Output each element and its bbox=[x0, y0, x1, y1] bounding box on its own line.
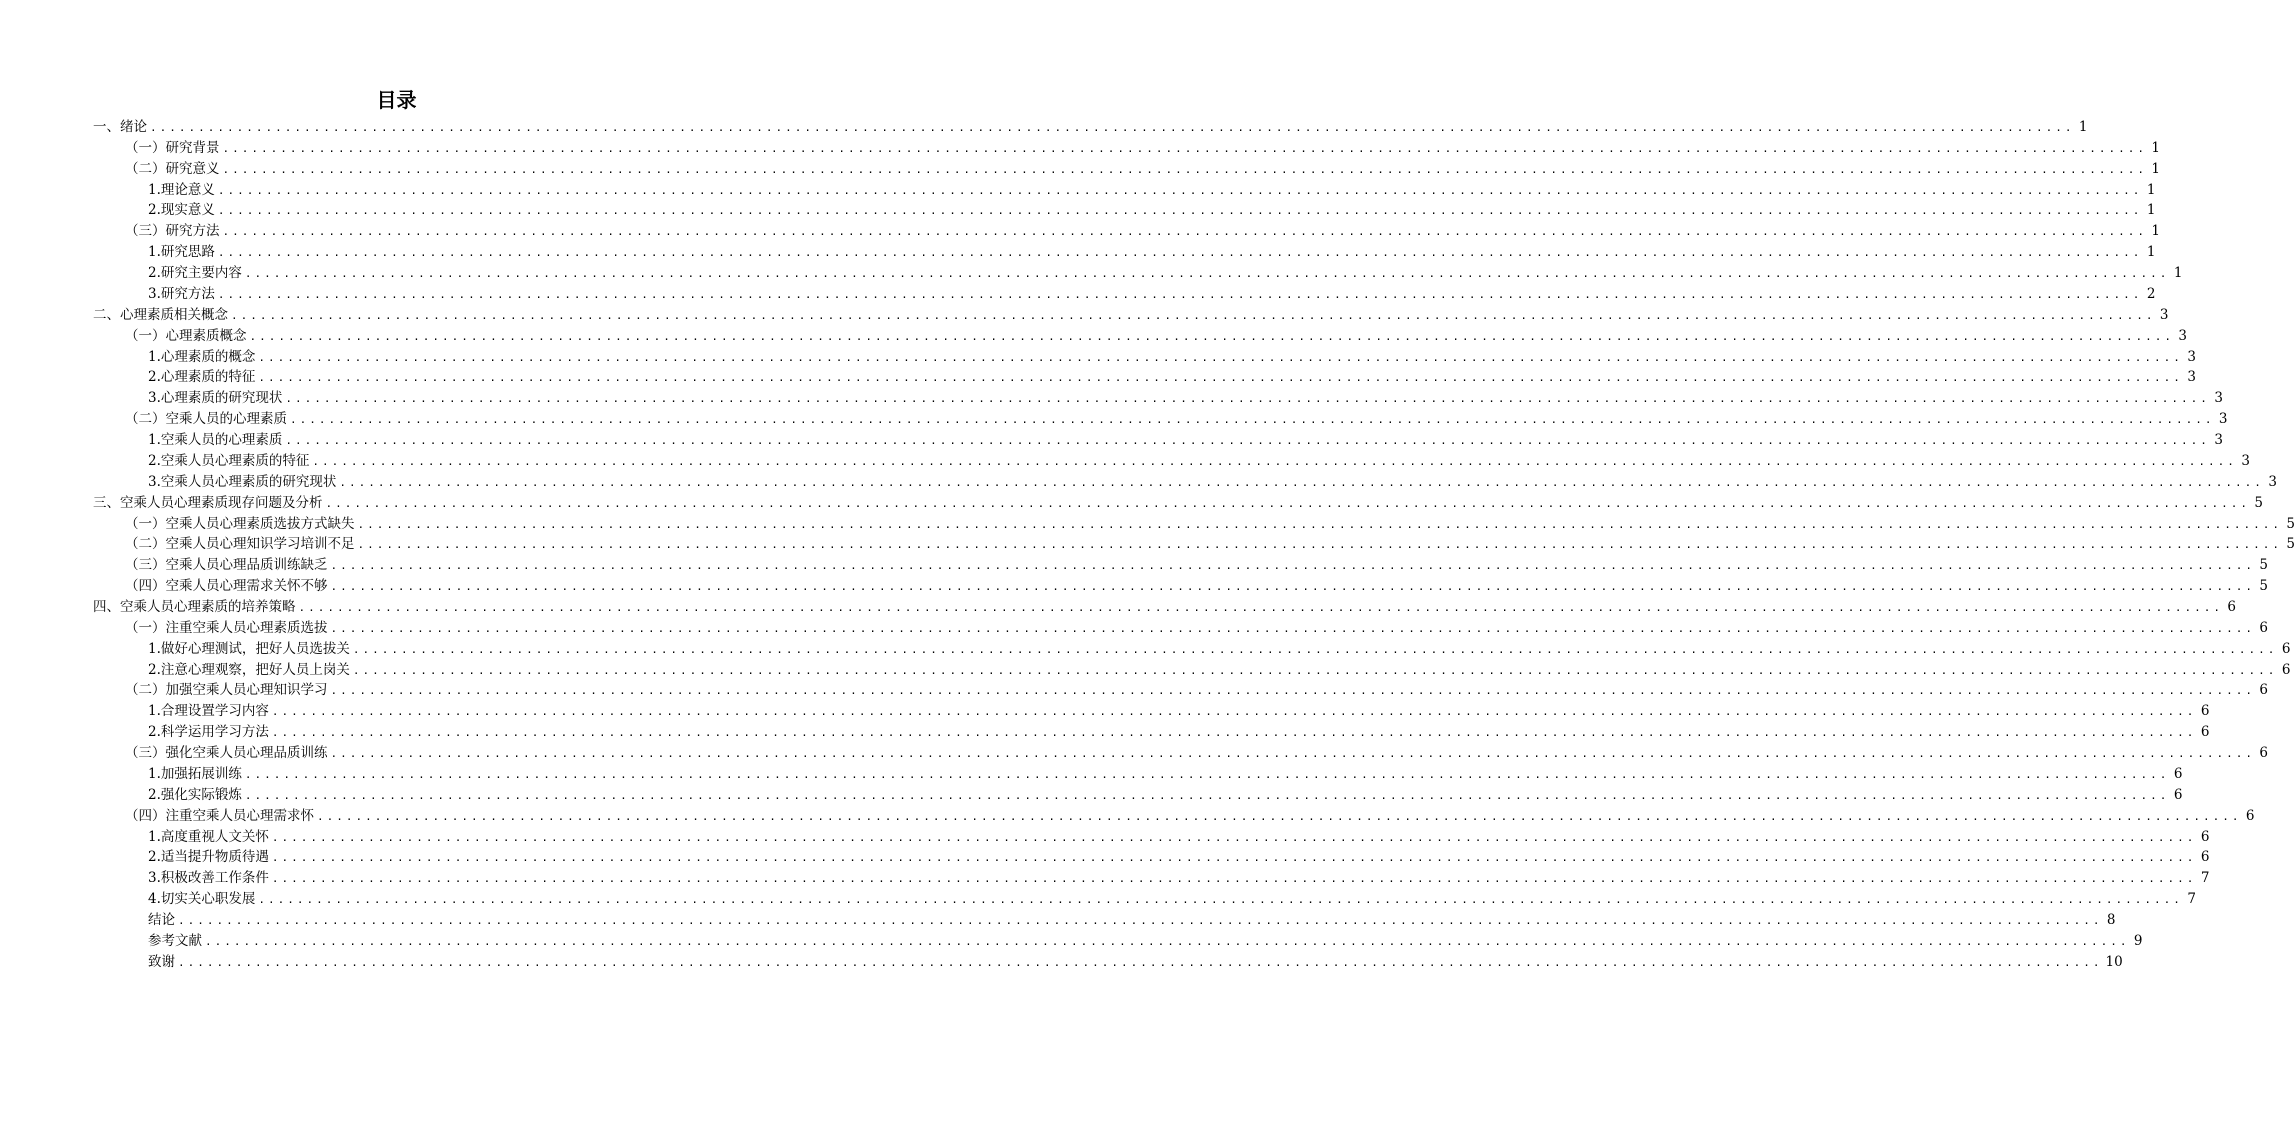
toc-entry-label: 致谢 bbox=[148, 953, 175, 970]
toc-entry[interactable] bbox=[93, 117, 2088, 137]
toc-entry-page-number: 6 bbox=[2259, 682, 2269, 699]
toc-entry[interactable] bbox=[148, 388, 2223, 408]
toc-entry[interactable] bbox=[125, 618, 2269, 638]
toc-entry[interactable] bbox=[148, 180, 2156, 200]
dot-leader: ........................................................................................................................................................................................................ bbox=[222, 225, 2148, 239]
dot-leader: ........................................................................................................................................................................................................ bbox=[217, 246, 2143, 260]
dot-leader: ........................................................................................................................................................................................................ bbox=[244, 767, 2170, 781]
toc-entry-label: 2.空乘人员心理素质的特征 bbox=[148, 452, 310, 469]
toc-entry-label: （二）加强空乘人员心理知识学习 bbox=[125, 682, 328, 699]
dot-leader: ........................................................................................................................................................................................................ bbox=[330, 559, 2256, 573]
dot-leader: ........................................................................................................................................................................................................ bbox=[271, 830, 2197, 844]
toc-entry-page-number: 1 bbox=[2078, 119, 2088, 135]
dot-leader: ........................................................................................................................................................................................................ bbox=[178, 914, 2103, 928]
dot-leader: ........................................................................................................................................................................................................ bbox=[217, 204, 2143, 218]
dot-leader: ........................................................................................................................................................................................................ bbox=[339, 475, 2264, 489]
toc-entry-page-number: 3 bbox=[2187, 369, 2196, 386]
toc-entry-page-number: 6 bbox=[2200, 849, 2210, 866]
toc-entry-label: 1.高度重视人文关怀 bbox=[148, 828, 269, 845]
toc-entry[interactable] bbox=[148, 868, 2210, 888]
toc-entry[interactable] bbox=[93, 597, 2237, 617]
toc-entry[interactable] bbox=[148, 263, 2183, 283]
toc-entry[interactable] bbox=[148, 910, 2116, 930]
dot-leader: ........................................................................................................................................................................................................ bbox=[231, 308, 2156, 322]
toc-entry-page-number: 6 bbox=[2200, 724, 2210, 741]
dot-leader: ........................................................................................................................................................................................................ bbox=[352, 642, 2278, 656]
toc-entry-label: 1.心理素质的概念 bbox=[148, 348, 256, 365]
toc-entry[interactable] bbox=[125, 326, 2188, 346]
toc-entry-page-number: 2 bbox=[2146, 285, 2156, 302]
dot-leader: ........................................................................................................................................................................................................ bbox=[290, 413, 2215, 427]
toc-entry-page-number: 1 bbox=[2151, 139, 2161, 156]
toc-entry-label: 2.注意心理观察，把好人员上岗关 bbox=[148, 661, 350, 678]
toc-entry-label: （三）研究方法 bbox=[125, 223, 220, 240]
toc-entry-label: 2.科学运用学习方法 bbox=[148, 724, 269, 741]
toc-entry-page-number: 1 bbox=[2173, 265, 2183, 282]
toc-entry-page-number: 3 bbox=[2159, 306, 2169, 323]
dot-leader: ........................................................................................................................................................................................................ bbox=[271, 851, 2197, 865]
dot-leader: ........................................................................................................................................................................................................ bbox=[217, 183, 2143, 197]
toc-entry[interactable] bbox=[148, 200, 2156, 220]
toc-entry-label: 3.研究方法 bbox=[148, 285, 215, 302]
dot-leader: ........................................................................................................................................................................................................ bbox=[357, 517, 2283, 531]
toc-entry-page-number: 6 bbox=[2200, 828, 2210, 845]
toc-entry[interactable] bbox=[125, 534, 2295, 554]
toc-entry[interactable] bbox=[148, 639, 2291, 659]
toc-entry[interactable] bbox=[148, 952, 2123, 972]
toc-entry-label: 二、心理素质相关概念 bbox=[93, 306, 228, 323]
dot-leader: ........................................................................................................................................................................................................ bbox=[222, 141, 2148, 155]
toc-entry[interactable] bbox=[125, 743, 2269, 763]
dot-leader: ........................................................................................................................................................................................................ bbox=[222, 162, 2148, 176]
toc-entry-page-number: 1 bbox=[2146, 244, 2156, 261]
toc-entry-page-number: 6 bbox=[2259, 745, 2269, 762]
toc-entry[interactable] bbox=[125, 806, 2255, 826]
dot-leader: ........................................................................................................................................................................................................ bbox=[271, 872, 2197, 886]
toc-entry[interactable] bbox=[148, 242, 2156, 262]
toc-entry-page-number: 3 bbox=[2178, 327, 2188, 344]
toc-entry-page-number: 6 bbox=[2259, 619, 2269, 636]
toc-entry[interactable] bbox=[148, 367, 2196, 387]
toc-entry-label: （二）研究意义 bbox=[125, 160, 220, 177]
toc-entry-label: 2.心理素质的特征 bbox=[148, 369, 256, 386]
toc-entry-label: （四）注重空乘人员心理需求怀 bbox=[125, 807, 314, 824]
toc-entry[interactable] bbox=[93, 493, 2264, 513]
dot-leader: ........................................................................................................................................................................................................ bbox=[312, 454, 2237, 468]
toc-entry[interactable] bbox=[148, 472, 2277, 492]
toc-entry-page-number: 6 bbox=[2281, 640, 2291, 657]
toc-entry-label: （二）空乘人员心理知识学习培训不足 bbox=[125, 536, 355, 553]
toc-entry[interactable] bbox=[125, 221, 2161, 241]
dot-leader: ........................................................................................................................................................................................................ bbox=[217, 287, 2143, 301]
dot-leader: ........................................................................................................................................................................................................ bbox=[330, 621, 2256, 635]
toc-entry-label: （一）空乘人员心理素质选拔方式缺失 bbox=[125, 515, 355, 532]
toc-entry[interactable] bbox=[93, 305, 2169, 325]
dot-leader: ........................................................................................................................................................................................................ bbox=[285, 392, 2210, 406]
toc-entry-label: （一）研究背景 bbox=[125, 139, 220, 156]
toc-entry[interactable] bbox=[148, 847, 2210, 867]
toc-entry-page-number: 6 bbox=[2227, 599, 2237, 615]
toc-entry-page-number: 9 bbox=[2133, 932, 2143, 949]
toc-entry[interactable] bbox=[148, 347, 2196, 367]
toc-entry-page-number: 5 bbox=[2259, 557, 2269, 574]
toc-entry[interactable] bbox=[125, 555, 2269, 575]
toc-entry-label: 1.做好心理测试，把好人员选拔关 bbox=[148, 640, 350, 657]
toc-entry-label: （四）空乘人员心理需求关怀不够 bbox=[125, 578, 328, 595]
dot-leader: ........................................................................................................................................................................................................ bbox=[352, 663, 2278, 677]
dot-leader: ........................................................................................................................................................................................................ bbox=[249, 329, 2175, 343]
toc-entry[interactable] bbox=[148, 785, 2183, 805]
toc-entry-label: 3.积极改善工作条件 bbox=[148, 870, 269, 887]
toc-entry-page-number: 10 bbox=[2105, 953, 2123, 970]
dot-leader: ........................................................................................................................................................................................................ bbox=[150, 121, 2075, 134]
toc-entry-label: （三）空乘人员心理品质训练缺乏 bbox=[125, 557, 328, 574]
dot-leader: ........................................................................................................................................................................................................ bbox=[178, 955, 2103, 969]
toc-entry-label: （三）强化空乘人员心理品质训练 bbox=[125, 745, 328, 762]
toc-entry-page-number: 7 bbox=[2200, 870, 2210, 887]
toc-entry[interactable] bbox=[148, 722, 2210, 742]
toc-entry[interactable] bbox=[125, 576, 2269, 596]
toc-entry-page-number: 5 bbox=[2259, 578, 2269, 595]
toc-entry-label: 三、空乘人员心理素质现存问题及分析 bbox=[93, 494, 323, 511]
toc-entry-page-number: 3 bbox=[2241, 452, 2250, 469]
dot-leader: ........................................................................................................................................................................................................ bbox=[330, 684, 2256, 698]
dot-leader: ........................................................................................................................................................................................................ bbox=[258, 371, 2183, 385]
toc-entry-label: 1.加强拓展训练 bbox=[148, 765, 242, 782]
toc-entry-label: 四、空乘人员心理素质的培养策略 bbox=[93, 599, 296, 615]
toc-entry-page-number: 6 bbox=[2173, 765, 2183, 782]
toc-entry-page-number: 1 bbox=[2146, 202, 2156, 219]
dot-leader: ........................................................................................................................................................................................................ bbox=[271, 705, 2197, 719]
dot-leader: ........................................................................................................................................................................................................ bbox=[258, 893, 2183, 907]
toc-entry-label: 1.研究思路 bbox=[148, 244, 215, 261]
toc-entry-page-number: 8 bbox=[2106, 912, 2116, 929]
toc-entry-page-number: 5 bbox=[2254, 494, 2264, 511]
toc-entry[interactable] bbox=[148, 451, 2250, 471]
toc-entry[interactable] bbox=[148, 827, 2210, 847]
toc-entry-page-number: 1 bbox=[2146, 181, 2156, 198]
toc-entry-page-number: 7 bbox=[2187, 891, 2196, 908]
toc-entry-page-number: 3 bbox=[2218, 411, 2228, 428]
dot-leader: ........................................................................................................................................................................................................ bbox=[330, 747, 2256, 761]
dot-leader: ........................................................................................................................................................................................................ bbox=[205, 934, 2130, 948]
toc-entry-page-number: 6 bbox=[2281, 661, 2291, 678]
toc-entry[interactable] bbox=[125, 138, 2161, 158]
dot-leader: ........................................................................................................................................................................................................ bbox=[298, 601, 2224, 614]
toc-entry-label: 2.研究主要内容 bbox=[148, 265, 242, 282]
toc-entry-label: 2.适当提升物质待遇 bbox=[148, 849, 269, 866]
toc-entry-page-number: 3 bbox=[2214, 390, 2223, 407]
dot-leader: ........................................................................................................................................................................................................ bbox=[285, 434, 2210, 448]
toc-entry-page-number: 3 bbox=[2268, 473, 2277, 490]
toc-entry-label: 3.空乘人员心理素质的研究现状 bbox=[148, 473, 337, 490]
toc-entry-page-number: 3 bbox=[2214, 432, 2223, 449]
dot-leader: ........................................................................................................................................................................................................ bbox=[244, 788, 2170, 802]
toc-entry[interactable] bbox=[148, 931, 2143, 951]
toc-entry[interactable] bbox=[148, 764, 2183, 784]
toc-entry-label: 2.强化实际锻炼 bbox=[148, 786, 242, 803]
toc-entry-label: 一、绪论 bbox=[93, 119, 147, 135]
toc-entry[interactable] bbox=[148, 660, 2291, 680]
toc-entry-page-number: 3 bbox=[2187, 348, 2196, 365]
toc-entry-page-number: 1 bbox=[2151, 160, 2161, 177]
toc-entry[interactable] bbox=[148, 430, 2223, 450]
dot-leader: ........................................................................................................................................................................................................ bbox=[317, 809, 2242, 823]
toc-entry-label: （二）空乘人员的心理素质 bbox=[125, 411, 287, 428]
toc-entry-page-number: 6 bbox=[2200, 703, 2210, 720]
toc-entry[interactable] bbox=[148, 701, 2210, 721]
toc-entry-label: 1.空乘人员的心理素质 bbox=[148, 432, 283, 449]
toc-entry-label: 1.合理设置学习内容 bbox=[148, 703, 269, 720]
toc-entry[interactable] bbox=[125, 159, 2161, 179]
toc-entry-label: 参考文献 bbox=[148, 932, 202, 949]
dot-leader: ........................................................................................................................................................................................................ bbox=[271, 726, 2197, 740]
dot-leader: ........................................................................................................................................................................................................ bbox=[330, 580, 2256, 594]
toc-entry-label: 4.切实关心职发展 bbox=[148, 891, 256, 908]
page-title: 目录 bbox=[376, 88, 417, 112]
toc-entry[interactable] bbox=[125, 680, 2269, 700]
toc-entry-label: 3.心理素质的研究现状 bbox=[148, 390, 283, 407]
toc-entry-label: （一）心理素质概念 bbox=[125, 327, 247, 344]
toc-entry-label: 结论 bbox=[148, 912, 175, 929]
toc-entry-label: （一）注重空乘人员心理素质选拔 bbox=[125, 619, 328, 636]
toc-entry-page-number: 6 bbox=[2173, 786, 2183, 803]
toc-entry-label: 2.现实意义 bbox=[148, 202, 215, 219]
toc-entry[interactable] bbox=[148, 889, 2196, 909]
dot-leader: ........................................................................................................................................................................................................ bbox=[244, 267, 2170, 281]
toc-entry-page-number: 6 bbox=[2245, 807, 2255, 824]
toc-entry[interactable] bbox=[125, 514, 2295, 534]
toc-entry-page-number: 5 bbox=[2286, 536, 2295, 553]
toc-entry-label: 1.理论意义 bbox=[148, 181, 215, 198]
toc-entry[interactable] bbox=[125, 409, 2228, 429]
dot-leader: ........................................................................................................................................................................................................ bbox=[325, 496, 2251, 510]
toc-entry[interactable] bbox=[148, 284, 2156, 304]
dot-leader: ........................................................................................................................................................................................................ bbox=[258, 350, 2183, 364]
dot-leader: ........................................................................................................................................................................................................ bbox=[357, 538, 2283, 552]
toc-entry-page-number: 1 bbox=[2151, 223, 2161, 240]
toc-entry-page-number: 5 bbox=[2286, 515, 2295, 532]
